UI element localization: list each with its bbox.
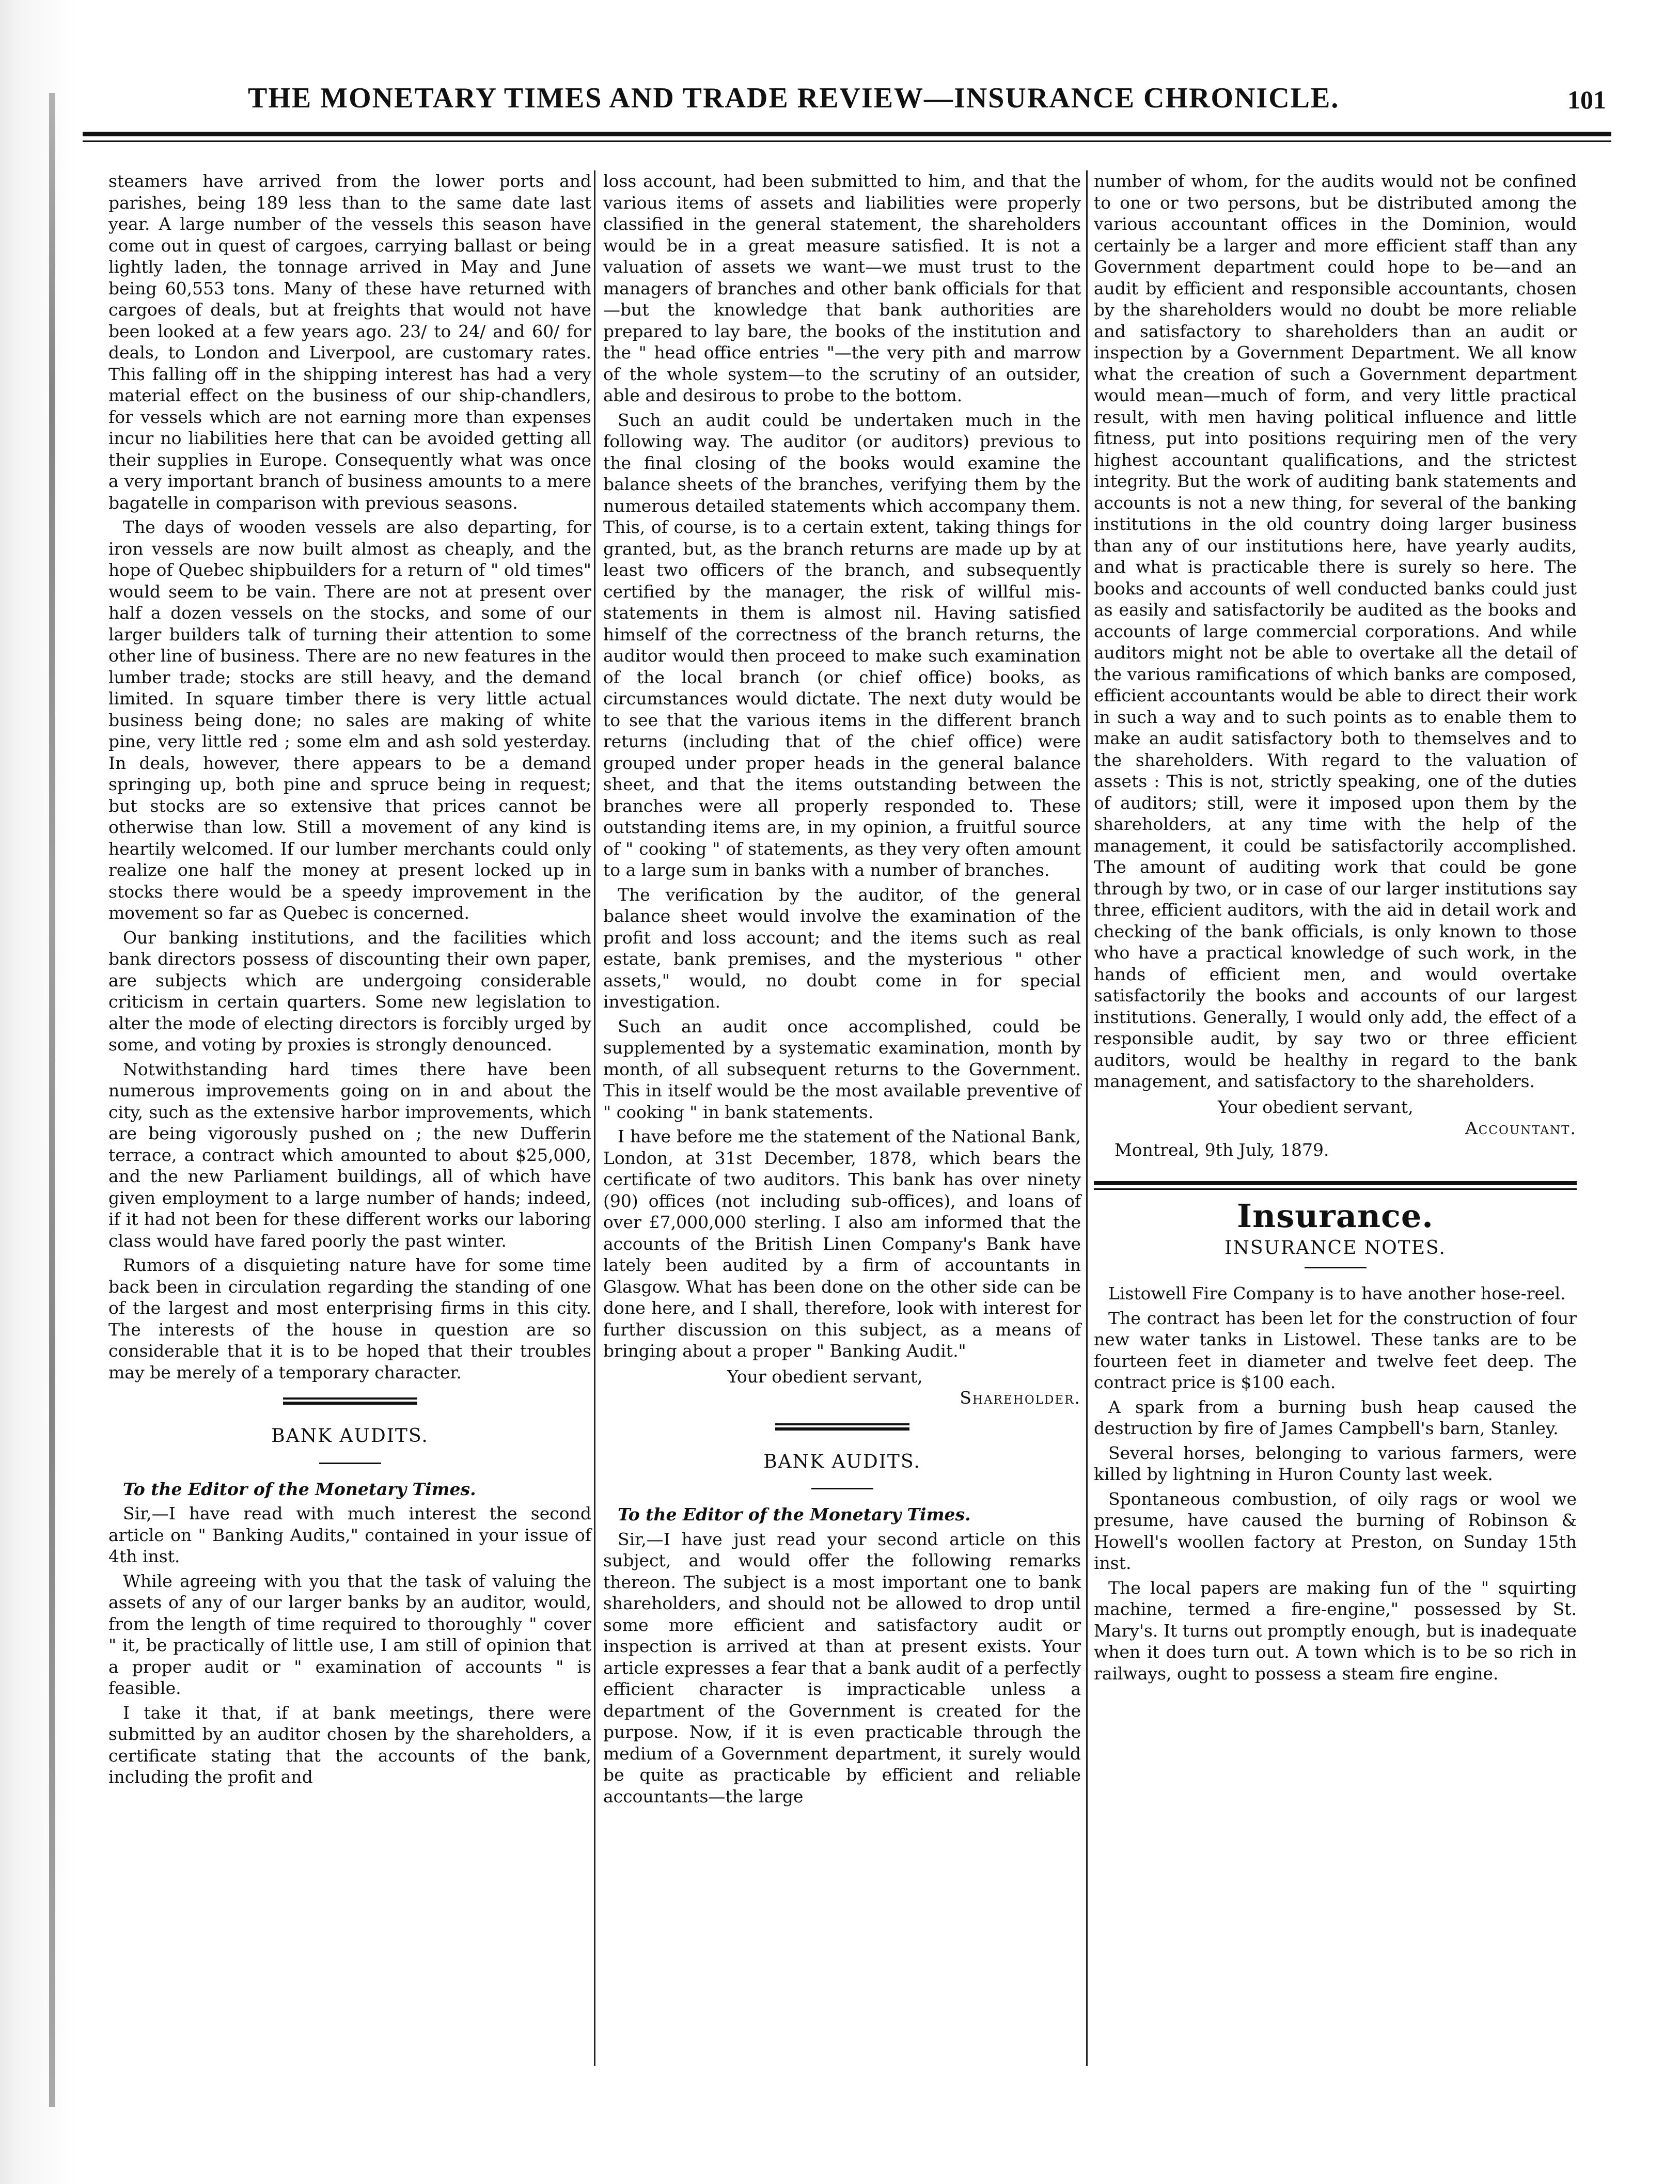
signature: Accountant. xyxy=(1465,1118,1577,1138)
insurance-notes-heading: INSURANCE NOTES. xyxy=(1224,1237,1446,1259)
header-rule-thick xyxy=(83,132,1611,136)
letter-paragraph: Sir,—I have just read your second article on this subject, and would offer the following remarks thereon. The subject is a most important one to bank shareholders, and should not be allowed to drop until some more efficient and satisfactory audit or inspection is arrived at than at present exists. Your article expresses a fear that a bank audit of a perfectly efficient character is impracticable unless a department of the Government is created for the purpose. Now, if it is even practicable through the medium of a Government department, it surely would be quite as practicable by efficient and reliable accountants—the large xyxy=(603,1529,1081,1806)
paragraph: loss account, had been submitted to him, and that the various items of assets and liabilities were properly classified in the general statement, the shareholders would be in a great measure satisfied. It is not a valuation of assets we want—we must trust to the managers of branches and other bank officials for that—but the knowledge that bank authorities are prepared to lay bare, the books of the institution and the " head office entries "—the very pith and marrow of the whole system—to the scrutiny of an outsider, able and desirous to probe to the bottom. xyxy=(603,171,1081,405)
ornamental-rule xyxy=(283,1397,417,1405)
paragraph: Such an audit once accomplished, could be supplemented by a systematic examination, month by month, of all subsequent returns to the Government. This in itself would be the most available preventive of " cooking " in bank statements. xyxy=(603,1016,1081,1122)
paragraph: Rumors of a disquieting nature have for some time back been in circulation regarding the standing of one of the largest and most enterprising firms in this city. The interests of the house in question are so considerable that it is to be hoped that their troubles may be merely of a temporary character. xyxy=(108,1255,591,1382)
closing-line: Your obedient servant, xyxy=(1218,1096,1414,1117)
section-rule-thin xyxy=(1094,1188,1577,1190)
column-divider-2 xyxy=(1086,170,1088,2066)
page-header xyxy=(83,77,1616,134)
header-rule-thin xyxy=(83,140,1611,142)
letter-signoff xyxy=(1094,1096,1577,1161)
news-item: Several horses, belonging to various farmers, were killed by lightning in Huron County last week. xyxy=(1094,1442,1577,1484)
paragraph: I have before me the statement of the National Bank, London, at 31st December, 1878, which bears the certificate of two auditors. This bank has over ninety (90) offices (not including sub-offices), and loans of over £7,000,000 sterling. I also am informed that the accounts of the British Linen Company's Bank have lately been audited by a firm of accountants in Glasgow. What has been done on the other side can be done here, and I shall, therefore, look with interest for further discussion on this subject, as a means of bringing about a proper " Banking Audit." xyxy=(603,1126,1081,1361)
ornamental-rule xyxy=(775,1423,909,1431)
letter-paragraph: While agreeing with you that the task of valuing the assets of any of our larger banks by an auditor, would, from the length of time required to thoroughly " cover " it, be practically of little use, I am still of opinion that a proper audit or " examination of accounts " is feasible. xyxy=(108,1570,591,1698)
section-title-insurance: Insurance. xyxy=(1237,1197,1434,1235)
paragraph: Our banking institutions, and the facilities which bank directors possess of discounting their own paper, are subjects which are undergoing considerable criticism in certain quarters. Some new legislation to alter the mode of electing directors is forcibly urged by some, and voting by proxies is strongly denounced. xyxy=(108,927,591,1055)
paragraph: Notwithstanding hard times there have been numerous improvements going on in and about the city, such as the extensive harbor improvements, which are being vigorously pushed on ; the new Dufferin terrace, a contract which amounted to about $25,000, and the new Parliament buildings, all of which have given employment to a large number of hands; indeed, if it had not been for these different works our laboring class would have fared poorly the past winter. xyxy=(108,1059,591,1251)
place-date: Montreal, 9th July, 1879. xyxy=(1114,1139,1329,1160)
page-number: 101 xyxy=(1567,85,1606,114)
section-heading-bank-audits: BANK AUDITS. xyxy=(763,1451,921,1472)
paragraph: The days of wooden vessels are also departing, for iron vessels are now built almost as cheaply, and the hope of Quebec shipbuilders for a return of " old times" would seem to be vain. There are not at present over half a dozen vessels on the stocks, and some of our larger builders talk of turning their attention to some other line of business. There are no new features in the lumber trade; stocks are still heavy, and the demand limited. In square timber there is very little actual business being done; no sales are making of white pine, very little red ; some elm and ash sold yesterday. In deals, however, there appears to be a demand springing up, both pine and spruce being in request; but stocks are so extensive that prices cannot be otherwise than low. Still a movement of any kind is heartily welcomed. If our lumber merchants could only realize one half the money at present locked up in stocks there would be a speedy improvement in the movement so far as Quebec is concerned. xyxy=(108,517,591,923)
paragraph: Such an audit could be undertaken much in the following way. The auditor (or auditors) previous to the final closing of the books would examine the balance sheets of the branches, verifying them by the numerous detailed statements which accompany them. This, of course, is to a certain extent, taking things for granted, but, as the branch returns are made up by at least two officers of the branch, and subsequently certified by the manager, the risk of willful mis-statements in them is almost nil. Having satisfied himself of the correctness of the branch returns, the auditor would then proceed to make such examination of the local branch (or chief office) books, as circumstances would dictate. The next duty would be to see that the various items in the different branch returns (including that of the chief office) were grouped under proper heads in the general balance sheet, and that the items outstanding between the branches were all properly responded to. These outstanding items are, in my opinion, a fruitful source of " cooking " of statements, as they very often amount to a large sum in banks with a number of branches. xyxy=(603,410,1081,880)
closing-line: Your obedient servant, xyxy=(727,1366,923,1387)
paragraph: steamers have arrived from the lower ports and parishes, being 189 less than to the same date last year. A large number of the vessels this season have come out in quest of cargoes, carrying ballast or being lightly laden, the tonnage arrived in May and June being 60,553 tons. Many of these have returned with cargoes of deals, but at freights that would not have been looked at a few years ago. 23/ to 24/ and 60/ for deals, to London and Liverpool, are customary rates. This falling off in the shipping interest has had a very material effect on the business of our ship-chandlers, for vessels which are not earning more than expenses incur no liabilities here that can be avoided getting all their supplies in Europe. Consequently what was once a very important branch of business amounts to a mere bagatelle in comparison with previous seasons. xyxy=(108,171,591,513)
letter-paragraph: I take it that, if at bank meetings, there were submitted by an auditor chosen by the shareholders, a certificate stating that the accounts of the bank, including the profit and xyxy=(108,1702,591,1787)
letter-paragraph: Sir,—I have read with much interest the second article on " Banking Audits," contained in your issue of 4th inst. xyxy=(108,1503,591,1566)
column-2 xyxy=(603,170,1081,1810)
short-rule xyxy=(811,1488,873,1489)
paragraph: number of whom, for the audits would not be confined to one or two persons, but be distributed among the various accountant offices in the Dominion, would certainly be a larger and more efficient staff than any Government department could hope to be—and an audit by efficient and responsible accountants, chosen by the shareholders would no doubt be more reliable and satisfactory to shareholders than an audit or inspection by a Government Department. We all know what the creation of such a Government department would mean—much of form, and very little practical result, with men having political influence and little fitness, put into positions requiring men of the very highest accountant qualifications, and the strictest integrity. But the work of auditing bank statements and accounts is not a new thing, for several of the banking institutions in the old country doing larger business than any of our institutions here, have yearly audits, and what is practicable there is surely so here. The books and accounts of well conducted banks could just as easily and satisfactorily be audited as the books and accounts of large commercial corporations. And while auditors might not be able to overtake all the detail of the various ramifications of which banks are composed, efficient accountants would be able to direct their work in such a way and to such points as to enable them to make an audit satisfactory both to themselves and to the shareholders. With regard to the valuation of assets : This is not, strictly speaking, one of the duties of auditors; still, were it imposed upon them by the shareholders, at any time with the help of the management, it could be satisfactorily accomplished. The amount of auditing work that could be gone through by two, or in case of our larger institutions say three, efficient auditors, with the aid in detail work and checking of the bank officials, is only known to those who have a practical knowledge of such work, in the hands of efficient men, and would overtake satisfactorily the books and accounts of our largest institutions. Generally, I would only add, the effect of a responsible audit, by say two or three efficient auditors, would be healthy in regard to the bank management, and satisfactory to the shareholders. xyxy=(1094,171,1577,1091)
column-1 xyxy=(108,170,591,1791)
column-divider-1 xyxy=(594,170,595,2066)
scan-binding-edge xyxy=(0,0,77,2184)
news-item: Listowell Fire Company is to have another hose-reel. xyxy=(1108,1283,1566,1303)
column-3 xyxy=(1094,170,1577,1687)
paragraph: The verification by the auditor, of the general balance sheet would involve the examination of the profit and loss account; and the items such as real estate, bank premises, and the mysterious " other assets," would, no doubt come in for special investigation. xyxy=(603,884,1081,1012)
section-heading-bank-audits: BANK AUDITS. xyxy=(271,1425,429,1447)
letter-address: To the Editor of the Monetary Times. xyxy=(123,1479,476,1499)
letter-signoff xyxy=(603,1366,1081,1409)
news-item: Spontaneous combustion, of oily rags or wool we presume, have caused the burning of Robinson & Howell's woollen factory at Preston, on Sunday 15th inst. xyxy=(1094,1488,1577,1573)
short-rule xyxy=(319,1463,381,1464)
news-item: The contract has been let for the construction of four new water tanks in Listowel. These tanks are to be fourteen feet in diameter and twelve feet deep. The contract price is $100 each. xyxy=(1094,1308,1577,1392)
letter-address: To the Editor of the Monetary Times. xyxy=(618,1504,971,1525)
page-title: THE MONETARY TIMES AND TRADE REVIEW—INSURANCE CHRONICLE. xyxy=(248,82,1340,114)
signature: Shareholder. xyxy=(960,1388,1081,1408)
short-rule xyxy=(1305,1267,1367,1268)
news-item: A spark from a burning bush heap caused the destruction by fire of James Campbell's barn, Stanley. xyxy=(1094,1396,1577,1438)
news-item: The local papers are making fun of the " squirting machine, termed a fire-engine," possessed by St. Mary's. It turns out promptly enough, but is inadequate when it does turn out. A town which is to be so rich in railways, ought to possess a steam fire engine. xyxy=(1094,1577,1577,1684)
section-rule-heavy xyxy=(1094,1181,1577,1185)
